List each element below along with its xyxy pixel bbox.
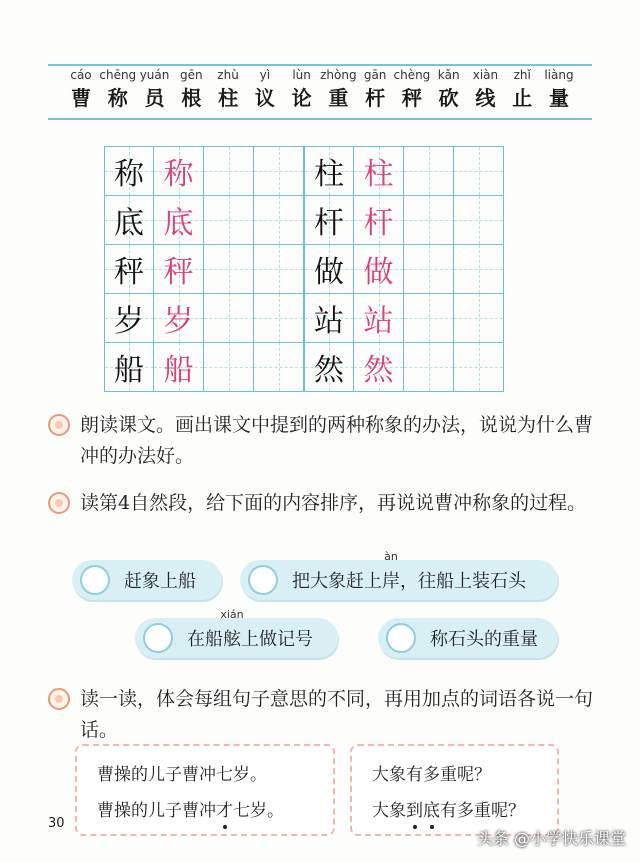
model-char: 底 [114, 206, 144, 241]
grid-cell [354, 195, 404, 245]
grid-cell [104, 342, 154, 392]
question-1 [48, 410, 600, 472]
pinyin: liàng [544, 68, 574, 82]
sentence-box-left [75, 744, 335, 836]
sentence-box-right [350, 744, 559, 836]
grid-cell [304, 146, 354, 196]
question-3 [48, 684, 600, 746]
trace-char: 然 [363, 353, 394, 388]
grid-cell [254, 195, 304, 245]
grid-cell [304, 195, 354, 245]
vocabulary-row [64, 66, 576, 112]
vocab-word [64, 66, 98, 112]
pinyin: chēng [99, 68, 137, 82]
grid-cell [454, 293, 504, 343]
question-bullet-icon [48, 414, 70, 436]
pinyin: kǎn [437, 68, 460, 82]
model-char: 然 [314, 353, 344, 388]
hanzi: 秤 [401, 86, 422, 110]
grid-cell [404, 244, 454, 294]
order-answer-circle[interactable] [386, 623, 416, 653]
model-char: 岁 [114, 304, 144, 339]
grid-row [104, 293, 304, 343]
grid-cell [104, 244, 154, 294]
vocab-word [285, 66, 319, 112]
pinyin: lùn [292, 68, 311, 82]
trace-char: 柱 [363, 157, 394, 192]
grid-cell [454, 146, 504, 196]
grid-cell [404, 293, 454, 343]
grid-cell [254, 342, 304, 392]
grid-cell [204, 244, 254, 294]
grid-cell [454, 195, 504, 245]
model-char: 柱 [314, 157, 344, 192]
trace-char: 秤 [163, 255, 194, 290]
ruby-pinyin: xián [220, 608, 244, 621]
writing-practice-grid [104, 146, 502, 391]
order-answer-circle[interactable] [143, 623, 173, 653]
grid-cell [104, 146, 154, 196]
pinyin: cáo [70, 68, 92, 82]
hanzi: 称 [107, 86, 128, 110]
grid-row [304, 146, 504, 196]
model-char: 站 [314, 304, 344, 339]
vocab-word [101, 66, 135, 112]
grid-cell [454, 244, 504, 294]
dotted-word: 才 [216, 801, 233, 821]
grid-row [304, 195, 504, 245]
ruby-pinyin: àn [384, 550, 398, 563]
grid-cell [104, 195, 154, 245]
pinyin: gān [363, 68, 387, 82]
model-char: 秤 [114, 255, 144, 290]
question-text: 读第4自然段，给下面的内容排序，再说说曹冲称象的过程。 [80, 492, 587, 514]
grid-row [104, 244, 304, 294]
pinyin: chèng [393, 68, 431, 82]
pinyin: yì [259, 68, 271, 82]
grid-cell [204, 146, 254, 196]
vocab-word [505, 66, 539, 112]
grid-cell [304, 342, 354, 392]
ordering-item-3 [135, 608, 338, 658]
grid-cell [204, 195, 254, 245]
hanzi: 议 [254, 86, 275, 110]
hanzi: 曹 [71, 86, 91, 110]
trace-char: 杆 [363, 206, 394, 241]
grid-row [304, 342, 504, 392]
hanzi: 线 [475, 86, 496, 110]
question-2 [48, 488, 600, 519]
grid-cell [154, 244, 204, 294]
hanzi: 论 [291, 86, 312, 110]
pinyin: yuán [139, 68, 170, 82]
grid-cell [254, 244, 304, 294]
grid-cell [404, 195, 454, 245]
pinyin: zhù [217, 68, 239, 82]
pinyin: gēn [179, 68, 203, 82]
grid-row [304, 293, 504, 343]
vocab-word [395, 66, 429, 112]
vocab-word [138, 66, 172, 112]
ordering-item-text: 把大象赶上 àn 岸，往船上装石头 [292, 550, 526, 592]
sentence-line: 曹操的儿子曹冲才七岁。 [97, 801, 284, 821]
grid-cell [154, 293, 204, 343]
dotted-word: 到 [406, 801, 423, 821]
grid-cell [304, 244, 354, 294]
trace-char: 站 [363, 304, 394, 339]
question-bullet-icon [48, 492, 70, 514]
grid-cell [104, 293, 154, 343]
vocab-word [542, 66, 576, 112]
grid-cell [354, 342, 404, 392]
ordering-item-4 [378, 618, 558, 658]
sentence-line: 大象到底有多重呢？ [372, 801, 525, 821]
question-bullet-icon [48, 688, 70, 710]
vocab-word [468, 66, 502, 112]
grid-cell [304, 293, 354, 343]
ordering-item-text: 称石头的重量 [430, 629, 538, 650]
pinyin: zhǐ [513, 68, 531, 82]
ordering-item-text: 赶象上船 [124, 571, 196, 592]
grid-cell [254, 146, 304, 196]
grid-cell [354, 244, 404, 294]
hanzi: 柱 [218, 86, 239, 110]
grid-cell [404, 342, 454, 392]
trace-char: 底 [163, 206, 194, 241]
grid-row [104, 146, 304, 196]
model-char: 称 [114, 157, 144, 192]
vocab-word [432, 66, 466, 112]
grid-cell [154, 146, 204, 196]
trace-char: 岁 [163, 304, 194, 339]
hanzi: 根 [181, 86, 202, 110]
vocab-word [248, 66, 282, 112]
ordering-item-1 [72, 560, 222, 600]
vocab-word [211, 66, 245, 112]
sentence-line: 大象有多重呢？ [372, 765, 491, 785]
vocab-word [321, 66, 355, 112]
vocab-bottom-rule [48, 118, 592, 120]
model-char: 做 [314, 255, 344, 290]
ordering-item-2 [240, 550, 558, 600]
grid-cell [354, 146, 404, 196]
watermark: 头条 @小学快乐课堂 [476, 829, 626, 848]
question-text: 读一读，体会每组句子意思的不同，再用加点的词语各说一句话。 [80, 688, 594, 741]
grid-cell [204, 342, 254, 392]
model-char: 船 [114, 353, 144, 388]
grid-cell [354, 293, 404, 343]
hanzi: 杆 [365, 86, 386, 110]
trace-char: 做 [363, 255, 394, 290]
grid-cell [154, 342, 204, 392]
dotted-word: 底 [423, 801, 440, 821]
trace-char: 称 [163, 157, 194, 192]
order-answer-circle[interactable] [248, 565, 278, 595]
hanzi: 量 [548, 86, 569, 110]
pinyin: xiàn [472, 68, 499, 82]
grid-cell [154, 195, 204, 245]
grid-row [104, 195, 304, 245]
pinyin: zhòng [320, 68, 357, 82]
page-number: 30 [48, 816, 65, 831]
trace-char: 船 [163, 353, 194, 388]
grid-cell [454, 342, 504, 392]
model-char: 杆 [314, 206, 344, 241]
vocab-word [358, 66, 392, 112]
hanzi: 员 [144, 86, 165, 110]
order-answer-circle[interactable] [80, 565, 110, 595]
hanzi: 重 [328, 86, 349, 110]
grid-cell [204, 293, 254, 343]
grid-row [304, 244, 504, 294]
sentence-line: 曹操的儿子曹冲七岁。 [97, 765, 267, 785]
vocab-word [174, 66, 208, 112]
grid-cell [404, 146, 454, 196]
ordering-item-text: 在船 xián 舷上做记号 [187, 608, 313, 650]
grid-cell [254, 293, 304, 343]
hanzi: 砍 [438, 86, 459, 110]
grid-row [104, 342, 304, 392]
hanzi: 止 [512, 86, 533, 110]
question-text: 朗读课文。画出课文中提到的两种称象的办法，说说为什么曹冲的办法好。 [80, 414, 594, 467]
